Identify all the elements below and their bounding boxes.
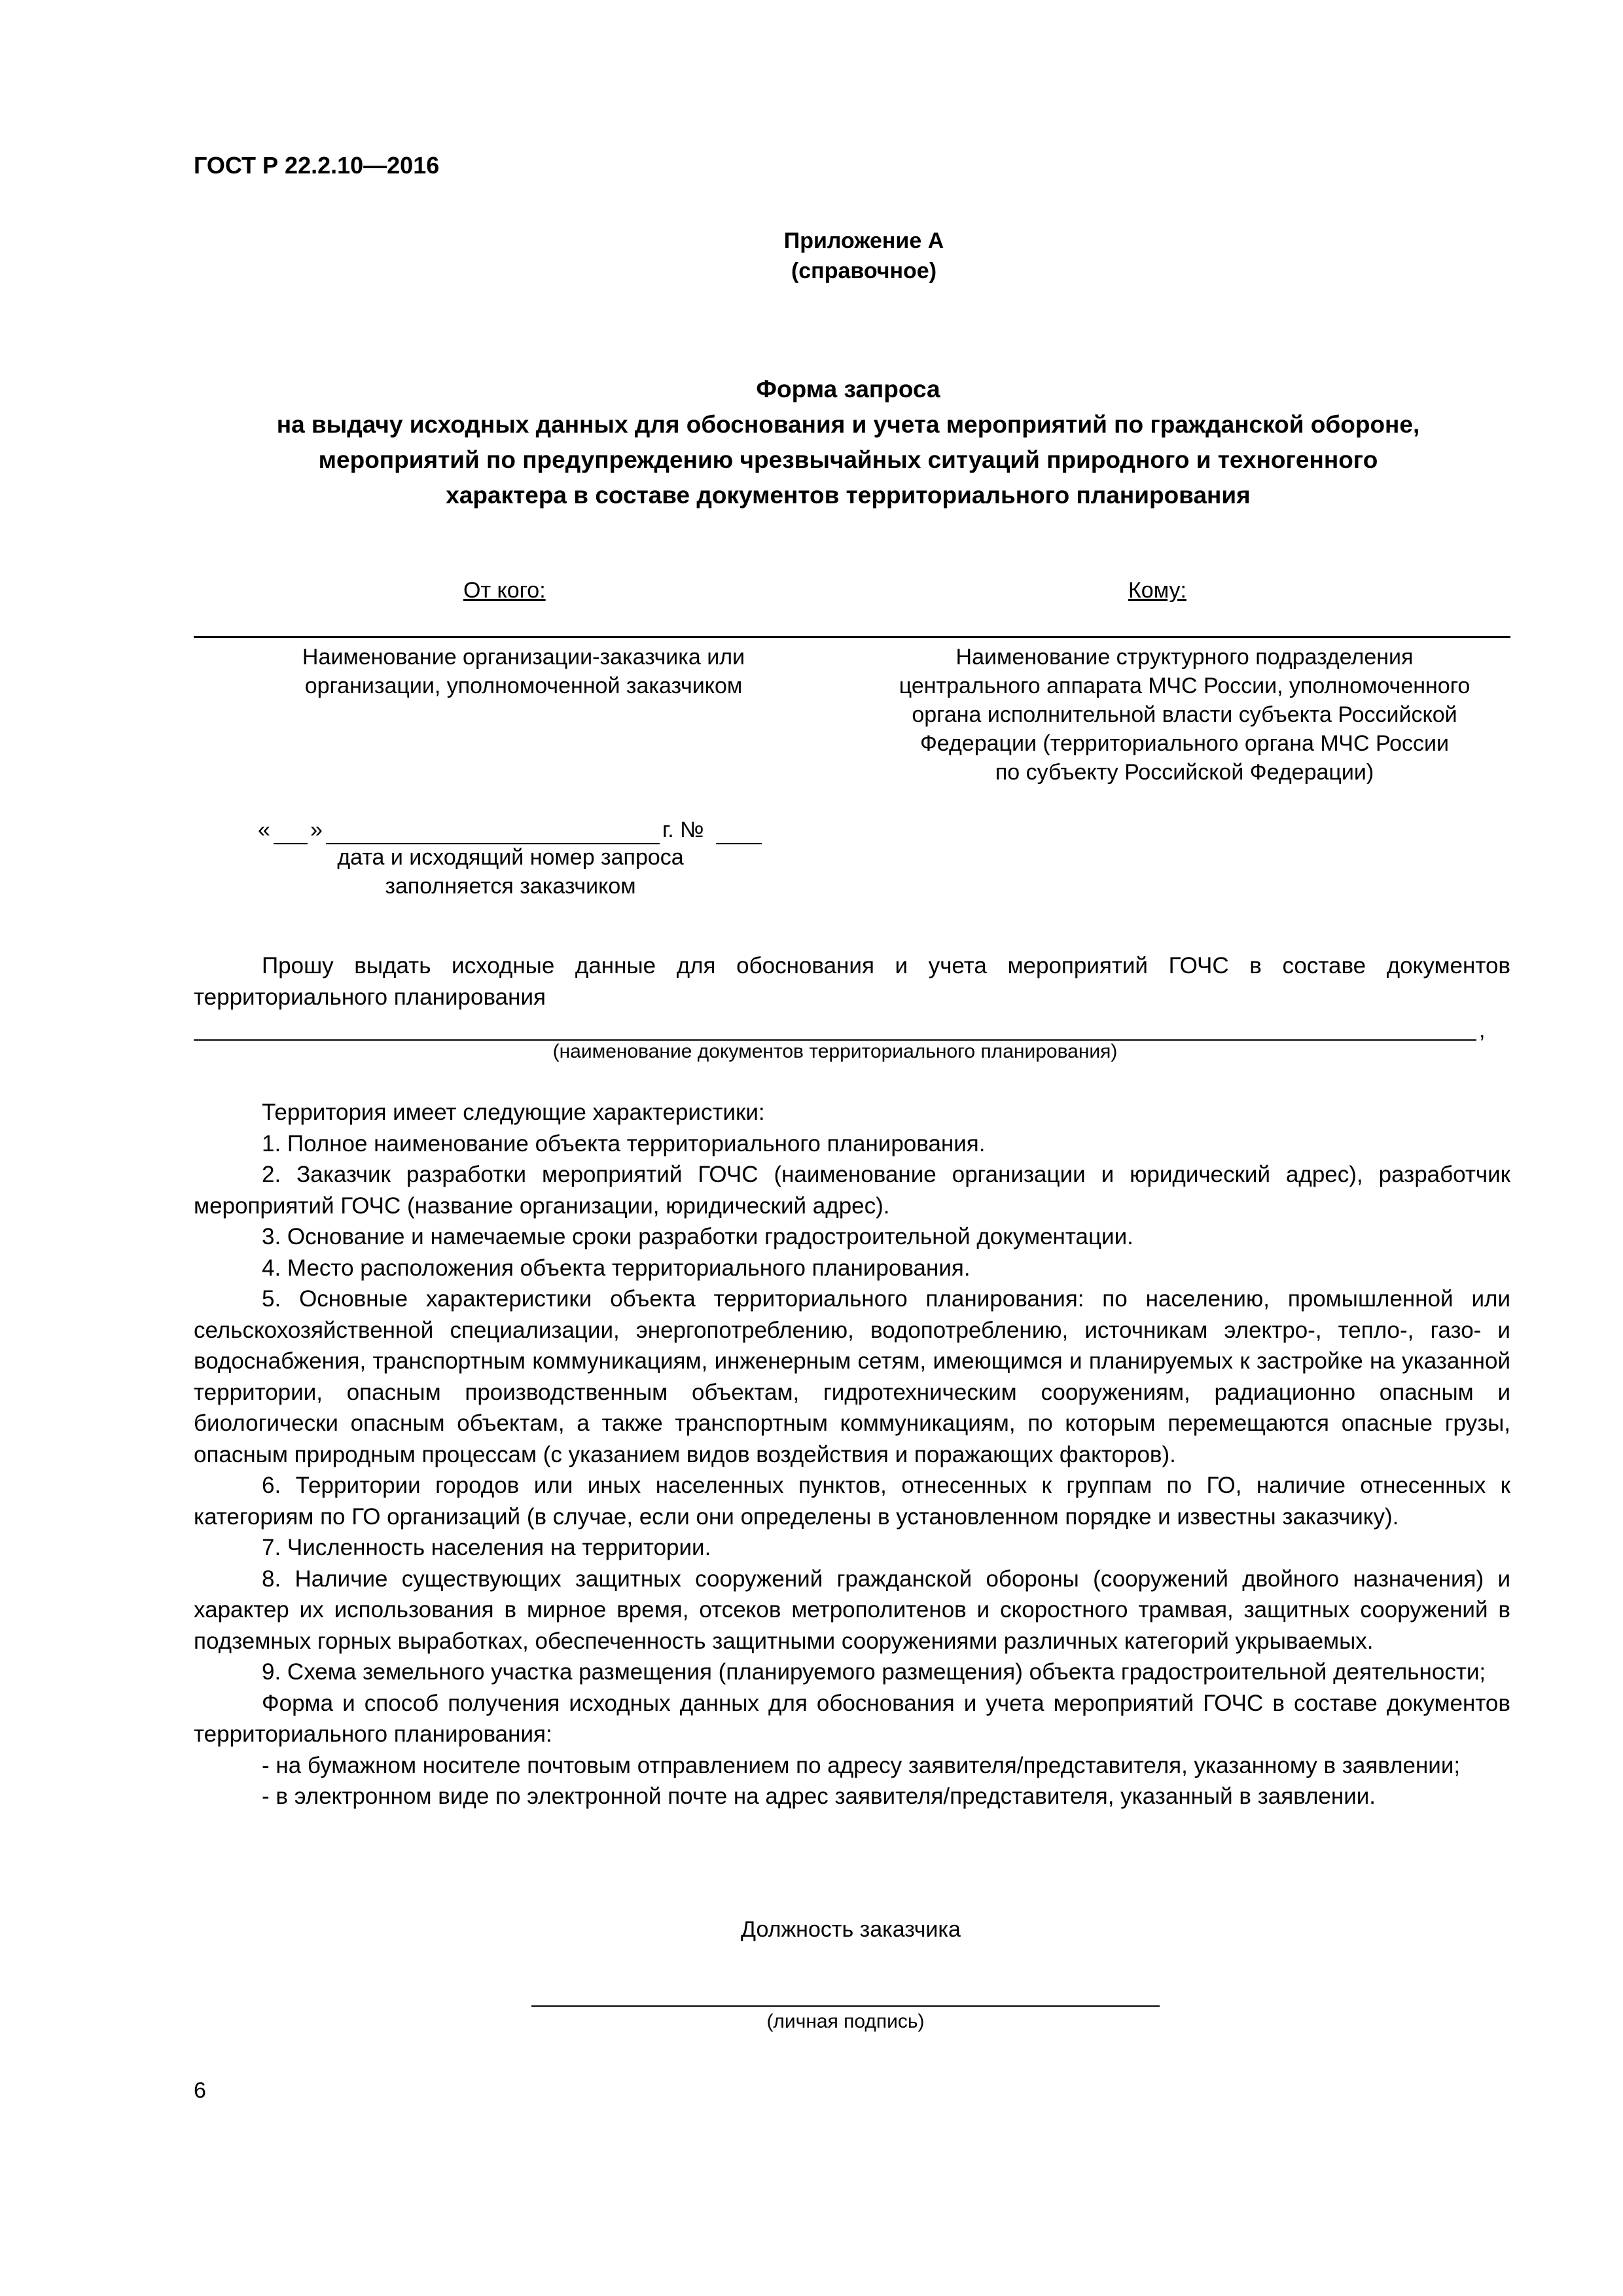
- customer-position-label: Должность заказчика: [741, 1917, 961, 1942]
- from-label: От кого:: [463, 578, 546, 603]
- date-caption-line: дата и исходящий номер запроса: [337, 845, 684, 870]
- form-title-line: мероприятий по предупреждению чрезвычайных ситуаций природного и техногенного: [318, 446, 1378, 473]
- form-title-line: характера в составе документов территориального планирования: [446, 482, 1251, 509]
- appendix-type: (справочное): [791, 259, 937, 283]
- date-number-label: г. №: [662, 817, 704, 842]
- list-item: 7. Численность населения на территории.: [262, 1535, 711, 1560]
- to-desc-line: Федерации (территориального органа МЧС России: [919, 731, 1450, 756]
- from-desc-line: организации, уполномоченной заказчиком: [304, 673, 743, 698]
- to-desc-line: по субъекту Российской Федерации): [995, 760, 1374, 785]
- from-desc-line: Наименование организации-заказчика или: [302, 645, 745, 670]
- standard-designation: ГОСТ Р 22.2.10—2016: [194, 152, 440, 179]
- to-desc-line: центрального аппарата МЧС России, уполномоченного: [899, 673, 1471, 698]
- list-item: 3. Основание и намечаемые сроки разработки градостроительной документации.: [262, 1224, 1133, 1249]
- appendix-title: Приложение А: [783, 228, 944, 253]
- method-paragraph: Форма и способ получения исходных данных для обоснования и учета мероприятий ГОЧС в составе документов территориального планирования:: [194, 1690, 1510, 1747]
- addressee-rule[interactable]: [194, 636, 1510, 638]
- from-description: [196, 643, 851, 700]
- list-item: 9. Схема земельного участка размещения (планируемого размещения) объекта градостроительной деятельности;: [262, 1659, 1486, 1685]
- request-trailing-comma: ,: [1479, 1018, 1486, 1043]
- method-option: - на бумажном носителе почтовым отправлением по адресу заявителя/представителя, указанному в заявлении;: [262, 1752, 1461, 1778]
- method-option: - в электронном виде по электронной почте на адрес заявителя/представителя, указанный в заявлении.: [262, 1784, 1376, 1809]
- page-number: 6: [194, 2078, 206, 2103]
- date-close-quote: »: [310, 817, 323, 842]
- form-title-line: Форма запроса: [756, 376, 940, 403]
- form-title-line: на выдачу исходных данных для обоснования и учета мероприятий по гражданской обороне,: [276, 411, 1420, 438]
- to-description: [851, 643, 1518, 787]
- list-item: 6. Территории городов или иных населенных пунктов, отнесенных к группам по ГО, наличие отнесенных к категориям по ГО организаций (в случае, если они определены в установленном порядке и известны заказчику).: [194, 1473, 1510, 1530]
- characteristics-section: [194, 1097, 1510, 1812]
- to-desc-line: органа исполнительной власти субъекта Российской: [912, 702, 1457, 727]
- date-open-quote: «: [258, 817, 270, 842]
- form-title: [194, 372, 1503, 513]
- date-caption-line: заполняется заказчиком: [385, 874, 636, 899]
- documents-name-caption: (наименование документов территориального планирования): [552, 1041, 1118, 1062]
- to-desc-line: Наименование структурного подразделения: [955, 645, 1414, 670]
- date-caption: [262, 843, 759, 901]
- to-label: Кому:: [1128, 578, 1186, 603]
- appendix-heading: [681, 226, 1047, 286]
- request-text: Прошу выдать исходные данные для обоснования и учета мероприятий ГОЧС в составе документов территориального планирования: [194, 953, 1510, 1010]
- list-item: 2. Заказчик разработки мероприятий ГОЧС (наименование организации и юридический адрес), разработчик мероприятий ГОЧС (название организации, юридический адрес).: [194, 1162, 1510, 1219]
- characteristics-intro: Территория имеет следующие характеристики:: [262, 1100, 765, 1125]
- list-item: 1. Полное наименование объекта территориального планирования.: [262, 1130, 986, 1157]
- signature-caption: (личная подпись): [766, 2011, 925, 2032]
- list-item: 4. Место расположения объекта территориального планирования.: [262, 1255, 971, 1281]
- signature-field[interactable]: [531, 2005, 1160, 2007]
- list-item: 8. Наличие существующих защитных сооружений гражданской обороны (сооружений двойного назначения) и характер их использования в мирное время, отсеков метрополитенов и скоростного трамвая, защитных сооружений в подземных горных выработках, обеспеченность защитными сооружениями различных категорий укрываемых.: [194, 1566, 1510, 1654]
- request-paragraph: [194, 950, 1510, 1013]
- list-item: 5. Основные характеристики объекта территориального планирования: по населению, промышленной или сельскохозяйственной специализации, энергопотреблению, водопотреблению, источникам электро-, тепло-, газо- и водоснабжения, транспортным коммуникациям, инженерным сетям, имеющимся и планируемых к застройке на указанной территории, опасным производственным объектам, гидротехническим сооружениям, радиационно опасным и биологически опасным объектам, а также транспортным коммуникациям, по которым перемещаются опасные грузы, опасным природным процессам (с указанием видов воздействия и поражающих факторов).: [194, 1286, 1510, 1467]
